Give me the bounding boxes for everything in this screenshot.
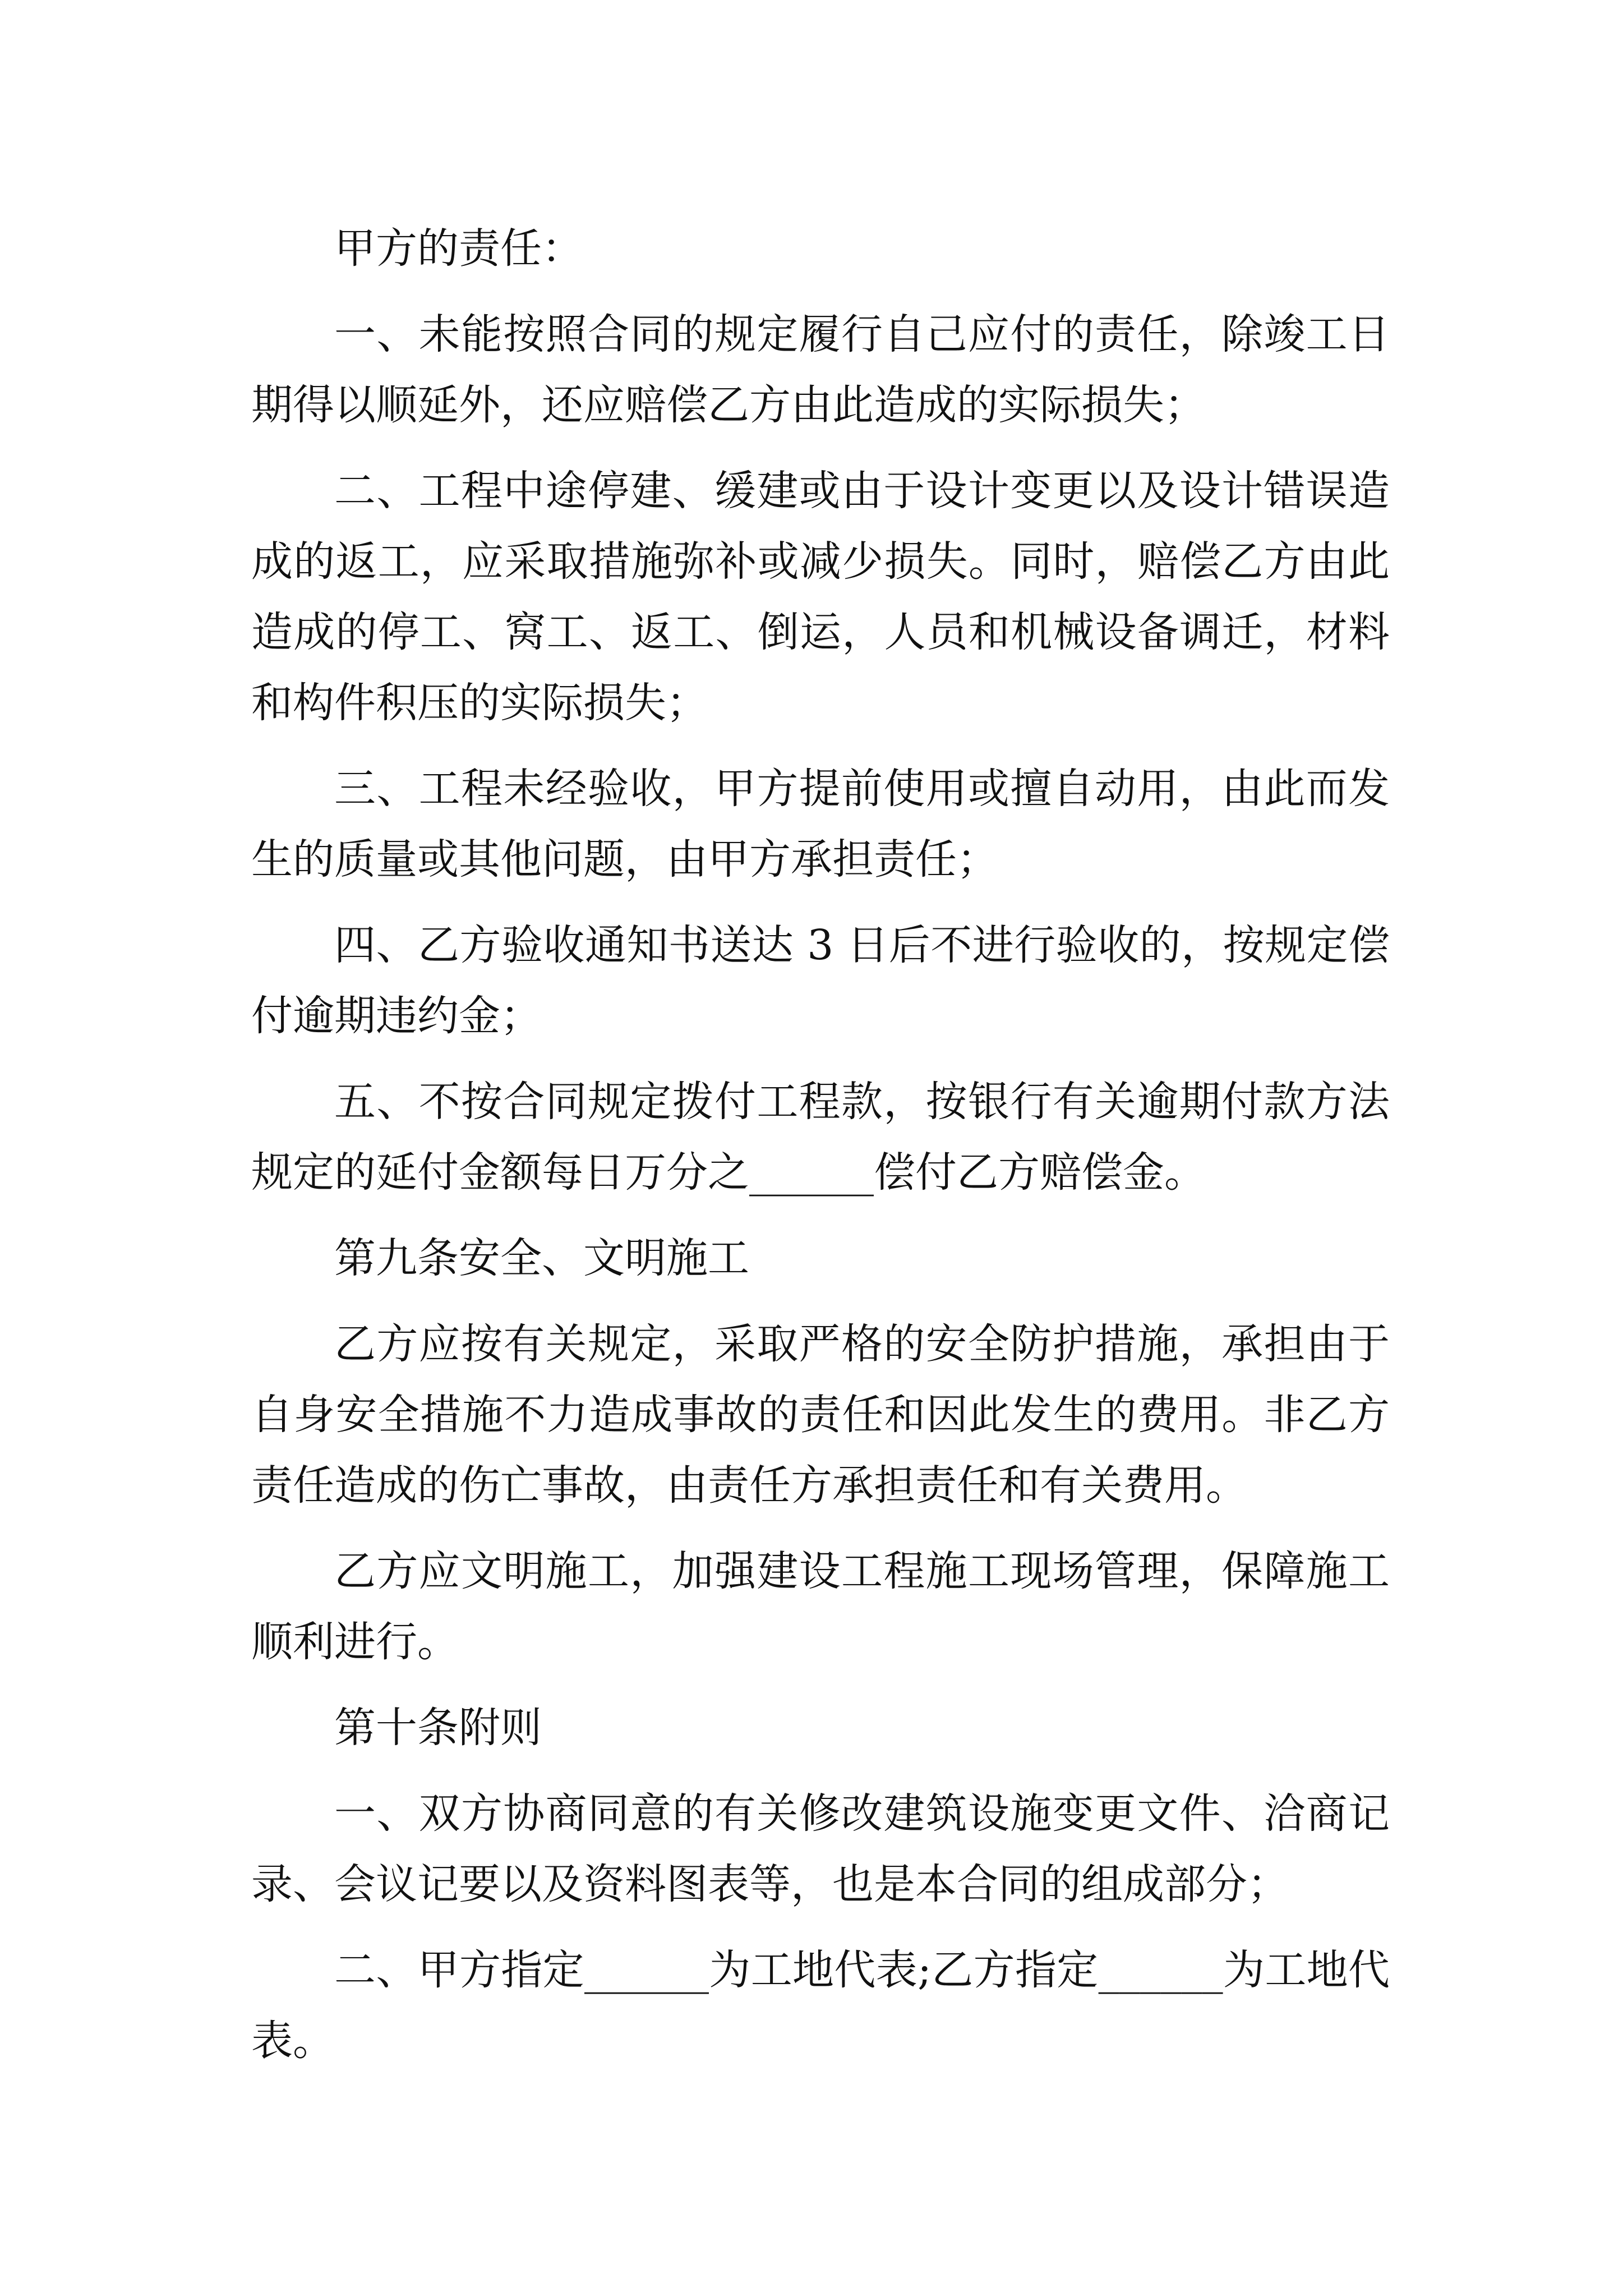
paragraph-supplementary-2: 二、甲方指定______为工地代表;乙方指定______为工地代表。 — [251, 1946, 1390, 2065]
paragraph-safety: 乙方应按有关规定，采取严格的安全防护措施，承担由于自身安全措施不力造成事故的责任和因此发生的费用。非乙方责任造成的伤亡事故，由责任方承担责任和有关费用。 — [251, 1320, 1390, 1510]
document-body — [251, 213, 1390, 2091]
article-9-heading: 第九条安全、文明施工 — [334, 1234, 749, 1282]
paragraph-clause-3: 三、工程未经验收，甲方提前使用或擅自动用，由此而发生的质量或其他问题，由甲方承担责任； — [251, 765, 1390, 884]
paragraph-civilized-construction: 乙方应文明施工，加强建设工程施工现场管理，保障施工顺利进行。 — [251, 1547, 1390, 1666]
paragraph-clause-2: 二、工程中途停建、缓建或由于设计变更以及设计错误造成的返工，应采取措施弥补或减少损失。同时，赔偿乙方由此造成的停工、窝工、返工、倒运，人员和机械设备调迁，材料和构件积压的实际损失； — [251, 467, 1390, 727]
paragraph-clause-5: 五、不按合同规定拨付工程款，按银行有关逾期付款方法规定的延付金额每日万分之______偿付乙方赔偿金。 — [251, 1078, 1390, 1197]
section-heading-party-a-duties: 甲方的责任： — [334, 224, 583, 273]
paragraph-clause-1: 一、未能按照合同的规定履行自己应付的责任，除竣工日期得以顺延外，还应赔偿乙方由此造成的实际损失； — [251, 310, 1390, 429]
paragraph-supplementary-1: 一、双方协商同意的有关修改建筑设施变更文件、洽商记录、会议记要以及资料图表等，也是本合同的组成部分； — [251, 1789, 1390, 1908]
article-10-heading: 第十条附则 — [334, 1704, 542, 1752]
paragraph-clause-4: 四、乙方验收通知书送达 3 日后不进行验收的，按规定偿付逾期违约金； — [251, 921, 1390, 1040]
